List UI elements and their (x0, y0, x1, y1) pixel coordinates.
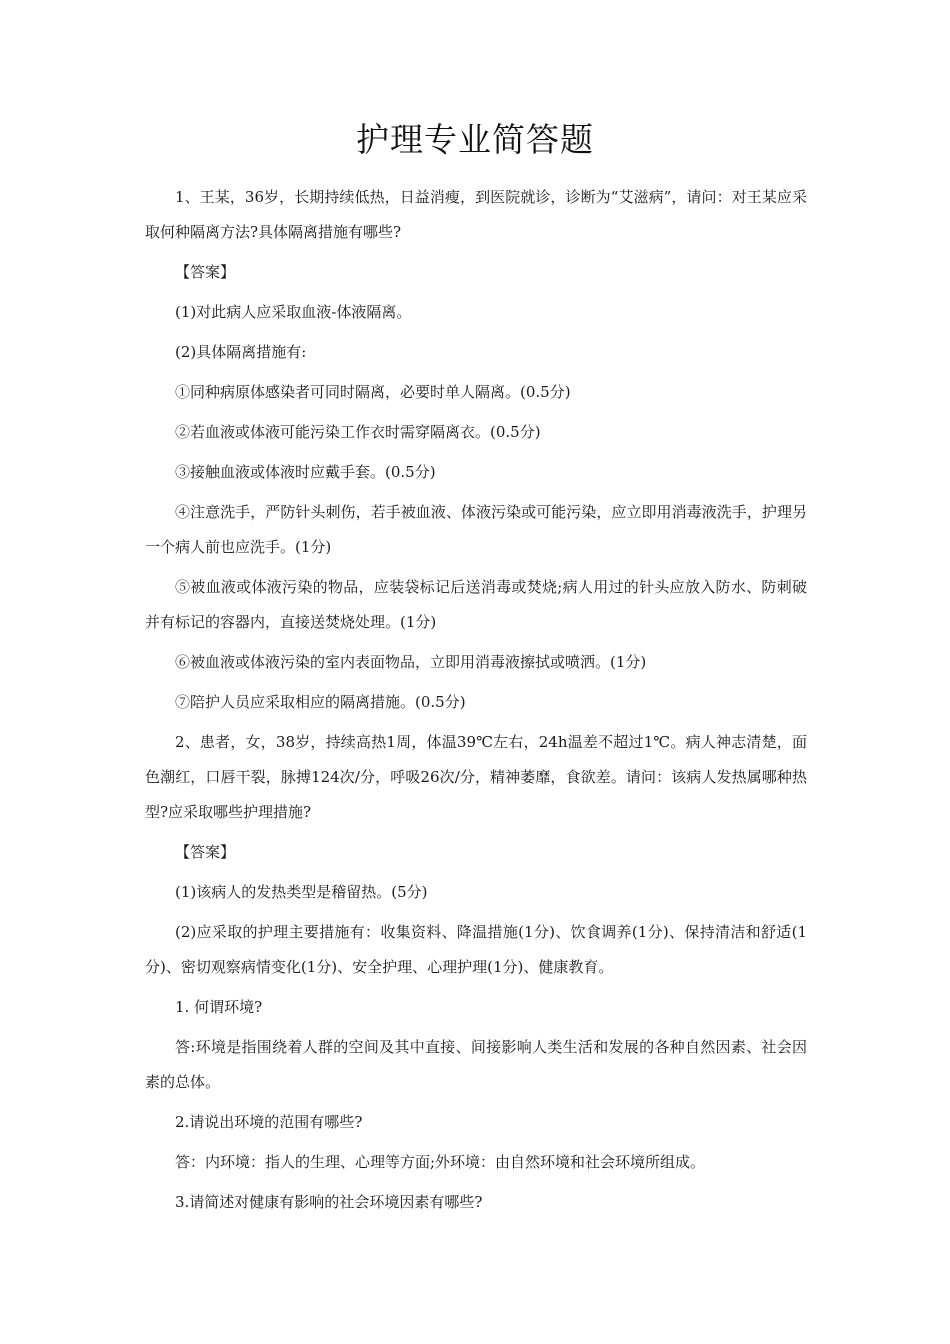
paragraph-q1-answer-1: (1)对此病人应采取血液-体液隔离。 (175, 303, 412, 321)
paragraph-q1-measure-7: ⑦陪护人员应采取相应的隔离措施。(0.5分) (175, 693, 466, 711)
document-body (145, 180, 807, 1220)
paragraph-env-answer-2: 答：内环境：指人的生理、心理等方面;外环境：由自然环境和社会环境所组成。 (175, 1153, 706, 1171)
paragraph-q2-answer-1: (1)该病人的发热类型是稽留热。(5分) (175, 883, 428, 901)
paragraph-q2-question: 2、患者，女，38岁，持续高热1周，体温39℃左右，24h温差不超过1℃。病人神志清楚，面色潮红，口唇干裂，脉搏124次/分，呼吸26次/分，精神萎靡，食欲差。请问：该病人发热属哪种热型?应采取哪些护理措施? (145, 733, 807, 821)
paragraph-q1-answer-label: 【答案】 (175, 263, 236, 281)
paragraph-q1-measure-5: ⑤被血液或体液污染的物品，应装袋标记后送消毒或焚烧;病人用过的针头应放入防水、防刺破并有标记的容器内，直接送焚烧处理。(1分) (145, 578, 807, 631)
paragraph-env-question-2: 2.请说出环境的范围有哪些? (175, 1113, 363, 1131)
page-title: 护理专业简答题 (356, 120, 594, 159)
paragraph-q2-answer-label: 【答案】 (175, 843, 236, 861)
paragraph-q1-measure-3: ③接触血液或体液时应戴手套。(0.5分) (175, 463, 436, 481)
paragraph-env-question-1: 1. 何谓环境? (175, 998, 263, 1016)
paragraph-q1-measure-4: ④注意洗手，严防针头刺伤，若手被血液、体液污染或可能污染，应立即用消毒液洗手，护理另一个病人前也应洗手。(1分) (145, 503, 807, 556)
paragraph-env-answer-1: 答:环境是指围绕着人群的空间及其中直接、间接影响人类生活和发展的各种自然因素、社会因素的总体。 (145, 1038, 807, 1091)
paragraph-q1-measure-2: ②若血液或体液可能污染工作衣时需穿隔离衣。(0.5分) (175, 423, 541, 441)
paragraph-q1-measure-1: ①同种病原体感染者可同时隔离，必要时单人隔离。(0.5分) (175, 383, 571, 401)
paragraph-q1-question: 1、王某，36岁，长期持续低热，日益消瘦，到医院就诊，诊断为“艾滋病”，请问：对王某应采取何种隔离方法?具体隔离措施有哪些? (145, 188, 807, 241)
paragraph-q1-measure-6: ⑥被血液或体液污染的室内表面物品，立即用消毒液擦拭或喷洒。(1分) (175, 653, 647, 671)
paragraph-q1-answer-2: (2)具体隔离措施有: (175, 343, 307, 361)
paragraph-env-question-3: 3.请简述对健康有影响的社会环境因素有哪些? (175, 1193, 483, 1211)
paragraph-q2-answer-2: (2)应采取的护理主要措施有：收集资料、降温措施(1分)、饮食调养(1分)、保持清洁和舒适(1分)、密切观察病情变化(1分)、安全护理、心理护理(1分)、健康教育。 (145, 923, 807, 976)
